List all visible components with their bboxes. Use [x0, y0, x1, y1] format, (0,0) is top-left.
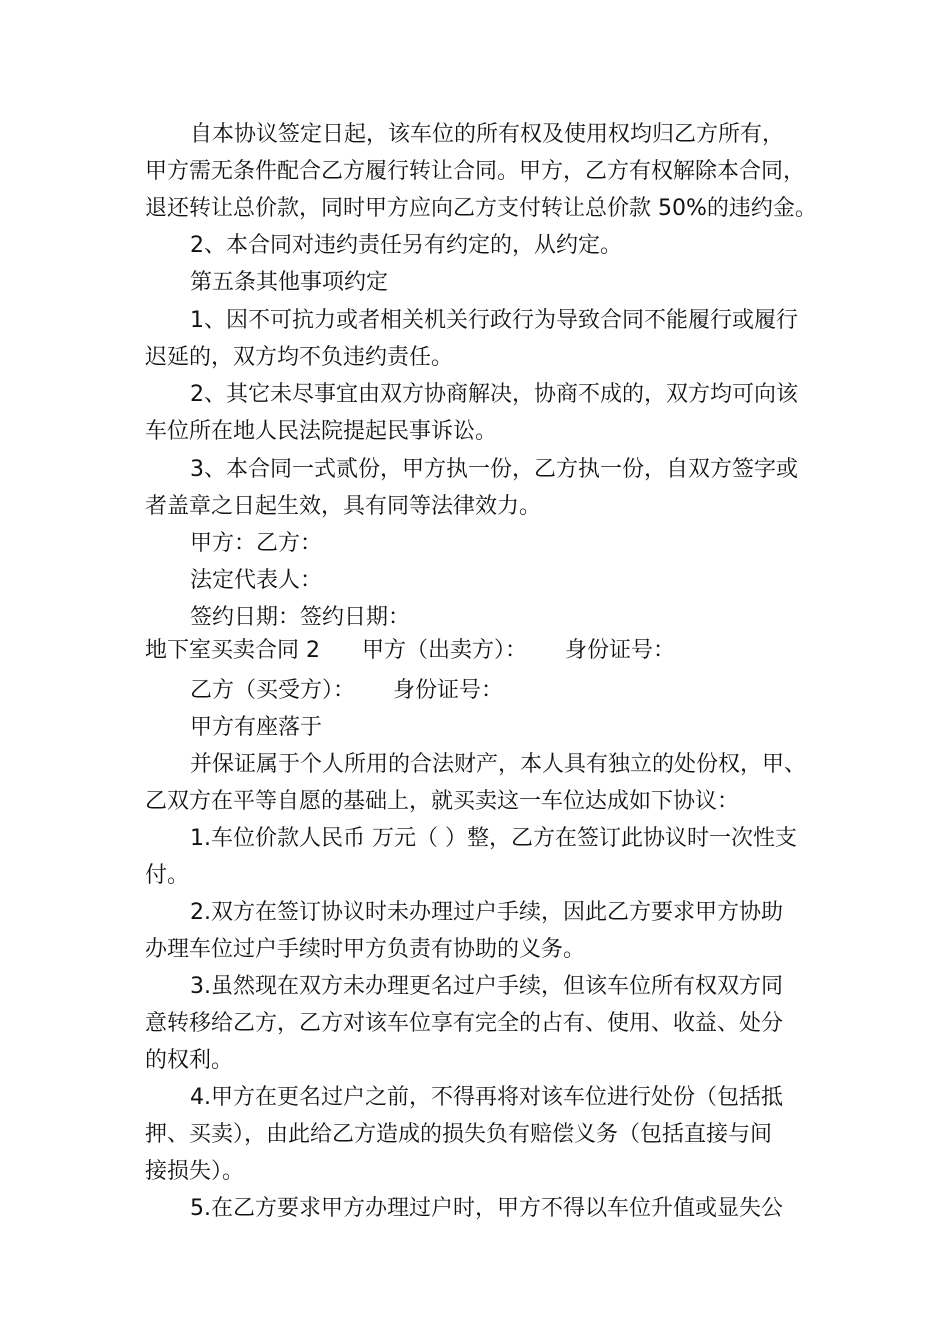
text-line: 乙双方在平等自愿的基础上，就买卖这一车位达成如下协议： [145, 789, 740, 814]
party-a-label: 甲方（出卖方）： [362, 638, 528, 663]
text-line: 5.在乙方要求甲方办理过户时，甲方不得以车位升值或显失公 [190, 1196, 783, 1221]
text-line: 迟延的，双方均不负违约责任。 [145, 345, 454, 370]
text-line: 付。 [145, 863, 190, 888]
signing-dates: 签约日期：签约日期： [190, 605, 411, 630]
contract-title: 地下室买卖合同 2 [145, 638, 320, 663]
text-line: 办理车位过户手续时甲方负责有协助的义务。 [145, 937, 586, 962]
text-line: 押、买卖），由此给乙方造成的损失负有赔偿义务（包括直接与间 [145, 1122, 773, 1147]
text-line: 自本协议签定日起，该车位的所有权及使用权均归乙方所有， [190, 122, 785, 147]
party-b-label: 乙方（买受方）： [190, 678, 356, 703]
text-line: 意转移给乙方，乙方对该车位享有完全的占有、使用、收益、处分 [145, 1011, 784, 1036]
text-line: 2.双方在签订协议时未办理过户手续，因此乙方要求甲方协助 [190, 900, 783, 925]
party-b-line [190, 676, 503, 706]
text-line: 1.车位价款人民币 万元（ ）整，乙方在签订此协议时一次性支 [190, 826, 797, 851]
text-line: 1、因不可抗力或者相关机关行政行为导致合同不能履行或履行 [190, 308, 798, 333]
legal-representative: 法定代表人： [190, 568, 323, 593]
text-line: 2、本合同对违约责任另有约定的，从约定。 [190, 233, 622, 258]
signature-parties: 甲方：乙方： [190, 531, 323, 556]
text-line: 4.甲方在更名过户之前，不得再将对该车位进行处份（包括抵 [190, 1085, 783, 1110]
text-line: 接损失）。 [145, 1159, 245, 1184]
text-line: 甲方有座落于 [190, 715, 323, 740]
text-line: 3.虽然现在双方未办理更名过户手续，但该车位所有权双方同 [190, 974, 783, 999]
text-line: 退还转让总价款，同时甲方应向乙方支付转让总价款 50%的违约金。 [145, 196, 817, 221]
text-line: 车位所在地人民法院提起民事诉讼。 [145, 419, 498, 444]
section-heading: 第五条其他事项约定 [190, 270, 389, 295]
text-line: 并保证属于个人所用的合法财产，本人具有独立的处份权，甲、 [190, 752, 807, 777]
text-line: 2、其它未尽事宜由双方协商解决，协商不成的，双方均可向该 [190, 382, 798, 407]
text-line: 3、本合同一式贰份，甲方执一份，乙方执一份，自双方签字或 [190, 457, 798, 482]
text-line: 者盖章之日起生效，具有同等法律效力。 [145, 494, 542, 519]
contract-heading-line [145, 636, 675, 666]
text-line: 的权利。 [145, 1048, 234, 1073]
text-line: 甲方需无条件配合乙方履行转让合同。甲方，乙方有权解除本合同， [145, 159, 806, 184]
id-number-label-b: 身份证号： [393, 678, 504, 703]
id-number-label-a: 身份证号： [565, 638, 676, 663]
